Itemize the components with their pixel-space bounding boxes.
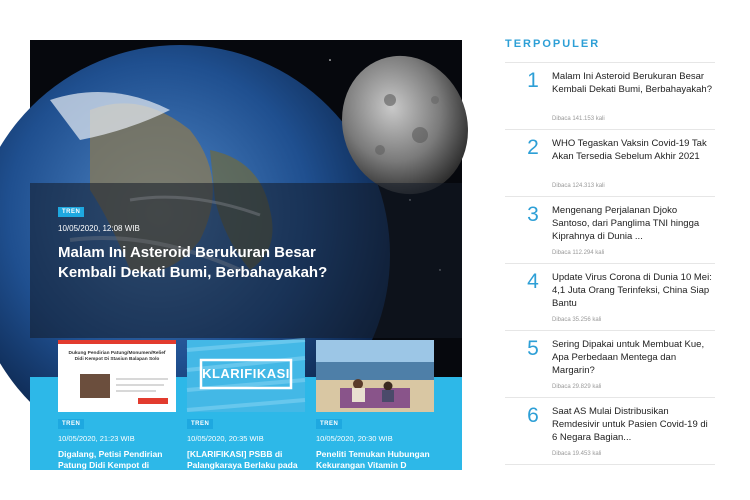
read-count: Dibaca 29.829 kali — [552, 384, 602, 390]
read-count: Dibaca 35.256 kali — [552, 317, 602, 323]
story-card[interactable] — [316, 340, 434, 493]
category-badge[interactable]: TREN — [58, 419, 84, 429]
popular-heading: TERPOPULER — [505, 38, 601, 50]
klarifikasi-thumbnail[interactable] — [187, 340, 305, 412]
popular-item[interactable] — [505, 130, 715, 197]
popular-list — [505, 62, 715, 465]
card-title[interactable]: [KLARIFIKASI] PSBB di Palangkaraya Berlaku pada 11 Mei, Bukan 8 Mei 2020 — [187, 449, 298, 481]
headline-feature[interactable] — [30, 40, 462, 492]
thumbnail-caption: Dukung Pendirian Patung/Monumen/Relief Didi Kempot Di Stasiun Balapan Solo — [68, 351, 166, 362]
story-card[interactable] — [187, 340, 305, 482]
popular-item[interactable] — [505, 197, 715, 264]
rank-number: 6 — [527, 404, 539, 427]
rank-number: 5 — [527, 337, 539, 360]
card-date: 10/05/2020, 21:23 WIB — [58, 434, 135, 443]
card-title[interactable]: Peneliti Temukan Hubungan Kekurangan Vitamin D dengan Kasus Kematian Covid-19 — [316, 449, 430, 492]
headline-date: 10/05/2020, 12:08 WIB — [58, 224, 140, 233]
category-badge[interactable]: TREN — [316, 419, 342, 429]
read-count: Dibaca 112.294 kali — [552, 250, 605, 256]
category-badge[interactable]: TREN — [187, 419, 213, 429]
read-count: Dibaca 141.153 kali — [552, 116, 605, 122]
beach-thumbnail[interactable] — [316, 340, 434, 412]
rank-number: 4 — [527, 270, 539, 293]
rank-number: 1 — [527, 69, 539, 92]
popular-item-title[interactable]: WHO Tegaskan Vaksin Covid-19 Tak Akan Tersedia Sebelum Akhir 2021 — [552, 138, 707, 162]
category-badge[interactable]: TREN — [58, 207, 84, 217]
popular-item-title[interactable]: Saat AS Mulai Distribusikan Remdesivir untuk Pasien Covid-19 di 6 Negara Bagian... — [552, 406, 708, 443]
popular-item-title[interactable]: Sering Dipakai untuk Membuat Kue, Apa Perbedaan Mentega dan Margarin? — [552, 339, 705, 376]
card-date: 10/05/2020, 20:30 WIB — [316, 434, 393, 443]
popular-item-title[interactable]: Update Virus Corona di Dunia 10 Mei: 4,1 Juta Orang Terinfeksi, China Siap Bantu — [552, 272, 712, 309]
petition-thumbnail[interactable] — [58, 340, 176, 412]
headline-title[interactable]: Malam Ini Asteroid Berukuran Besar Kembali Dekati Bumi, Berbahayakah? — [58, 244, 328, 281]
popular-section — [505, 38, 715, 465]
card-date: 10/05/2020, 20:35 WIB — [187, 434, 264, 443]
popular-item-title[interactable]: Malam Ini Asteroid Berukuran Besar Kembali Dekati Bumi, Berbahayakah? — [552, 71, 713, 95]
story-card[interactable] — [58, 340, 176, 482]
read-count: Dibaca 124.313 kali — [552, 183, 605, 189]
popular-item[interactable] — [505, 331, 715, 398]
popular-item[interactable] — [505, 63, 715, 130]
popular-item[interactable] — [505, 264, 715, 331]
popular-item-title[interactable]: Mengenang Perjalanan Djoko Santoso, dari Panglima TNI hingga Kiprahnya di Dunia ... — [552, 205, 700, 242]
thumbnail-stamp: KLARIFIKASI — [202, 366, 290, 381]
rank-number: 2 — [527, 136, 539, 159]
read-count: Dibaca 19.453 kali — [552, 451, 602, 457]
rank-number: 3 — [527, 203, 539, 226]
card-title[interactable]: Digalang, Petisi Pendirian Patung Didi Kempot di Stasiun Balapan Solo — [58, 449, 163, 481]
headline-text — [58, 200, 438, 283]
popular-item[interactable] — [505, 398, 715, 465]
